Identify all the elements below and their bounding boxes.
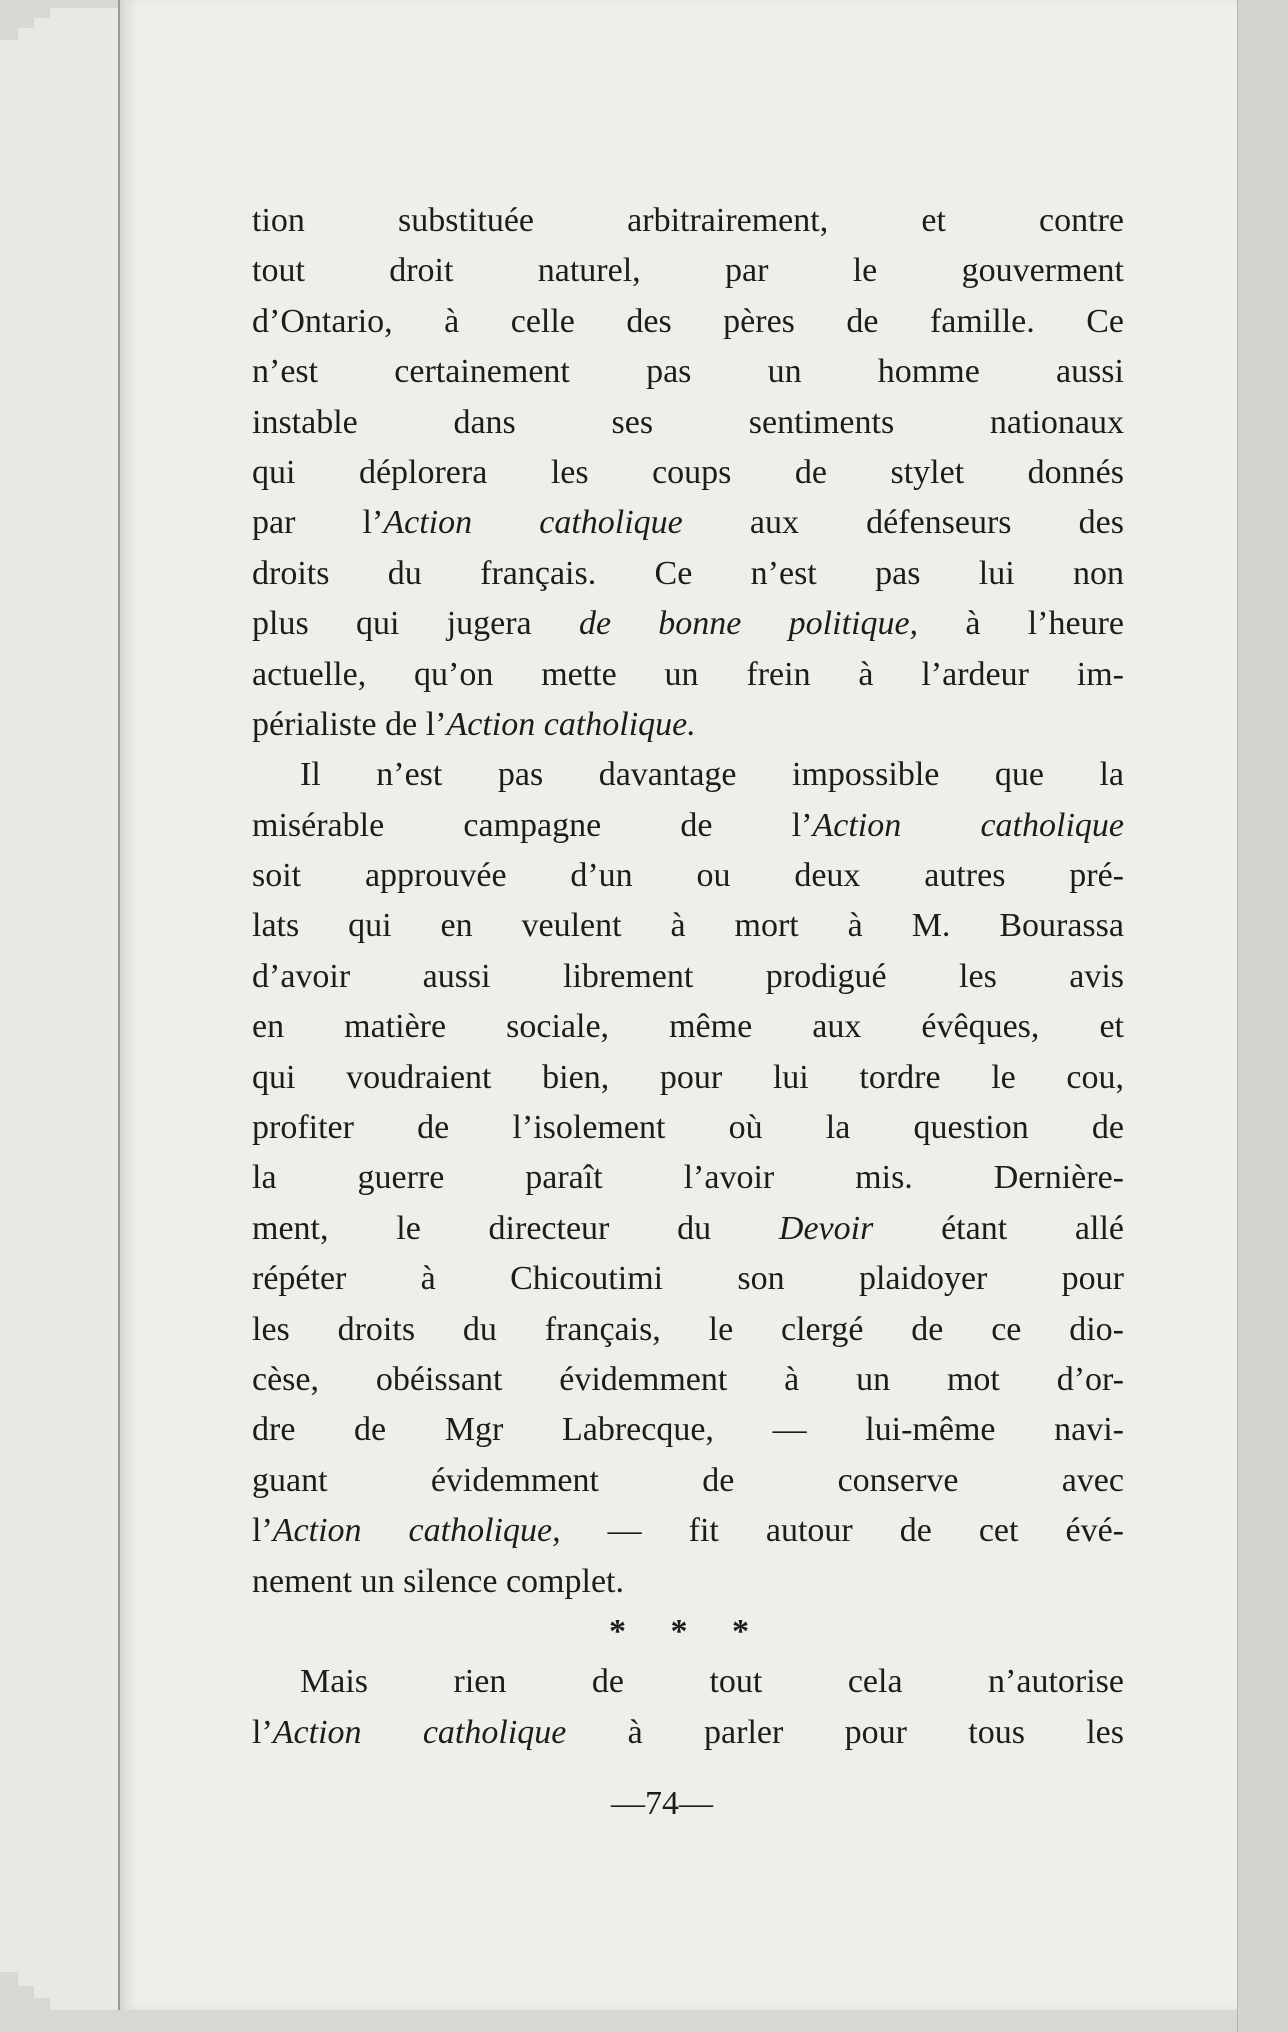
italic-title: Action catholique, [272, 1512, 561, 1550]
text-segment: l’ [252, 1512, 273, 1550]
text-segment: par l’ [252, 504, 384, 542]
section-separator: * * * [609, 1612, 767, 1650]
page-number: —74— [611, 1785, 713, 1822]
text-line [252, 599, 1124, 649]
page-body [252, 196, 1124, 1758]
text-line: qui voudraient bien, pour lui tordre le cou, [252, 1058, 1124, 1096]
text-line [252, 1506, 1124, 1556]
text-line: profiter de l’isolement où la question de [252, 1109, 1124, 1147]
text-segment: misérable campagne de l’ [252, 806, 813, 844]
text-line: les droits du français, le clergé de ce dio- [252, 1310, 1124, 1348]
italic-title: Action catholique. [446, 705, 696, 743]
text-line: répéter à Chicoutimi son plaidoyer pour [252, 1260, 1124, 1298]
text-line: lats qui en veulent à mort à M. Bourassa [252, 907, 1124, 945]
text-segment: plus qui jugera [252, 605, 579, 643]
text-segment: à l’heure [918, 605, 1124, 643]
text-line: droits du français. Ce n’est pas lui non [252, 554, 1124, 592]
text-segment: à parler pour tous les [566, 1713, 1124, 1751]
text-segment: étant allé [873, 1209, 1124, 1247]
text-line: Mais rien de tout cela n’autorise [300, 1663, 1124, 1701]
italic-title: Action catholique [383, 504, 683, 542]
page-edge [50, 8, 122, 2010]
text-line [252, 700, 1124, 750]
text-line: guant évidemment de conserve avec [252, 1461, 1124, 1499]
text-line: n’est certainement pas un homme aussi [252, 353, 1124, 391]
text-line: actuelle, qu’on mette un frein à l’ardeur im- [252, 655, 1124, 693]
text-segment: périaliste de l’ [252, 705, 447, 743]
italic-title: Action catholique [812, 806, 1124, 844]
text-segment: — fit autour de cet évé- [560, 1512, 1124, 1550]
text-line: cèse, obéissant évidemment à un mot d’or- [252, 1360, 1124, 1398]
text-line [252, 801, 1124, 851]
text-line: la guerre paraît l’avoir mis. Dernière- [252, 1159, 1124, 1197]
italic-title: Devoir [778, 1209, 874, 1247]
text-line: en matière sociale, même aux évêques, et [252, 1008, 1124, 1046]
text-line: soit approuvée d’un ou deux autres pré- [252, 857, 1124, 895]
text-segment: aux défenseurs des [682, 504, 1124, 542]
text-line: qui déplorera les coups de stylet donnés [252, 453, 1124, 491]
text-line [252, 1708, 1124, 1758]
text-line: d’avoir aussi librement prodigué les avis [252, 957, 1124, 995]
text-segment: ment, le directeur du [252, 1209, 779, 1247]
text-line: d’Ontario, à celle des pères de famille. Ce [252, 302, 1124, 340]
text-line: dre de Mgr Labrecque, — lui-même navi- [252, 1411, 1124, 1449]
text-line: tion substituée arbitrairement, et contre [252, 202, 1124, 239]
text-line: tout droit naturel, par le gouverment [252, 252, 1124, 290]
italic-phrase: de bonne politique, [578, 605, 919, 643]
scan-border [1237, 0, 1288, 2032]
text-line [252, 498, 1124, 548]
text-line [252, 1204, 1124, 1254]
text-line: Il n’est pas davantage impossible que la [300, 756, 1124, 794]
text-segment: l’ [252, 1713, 273, 1751]
text-line: instable dans ses sentiments nationaux [252, 403, 1124, 441]
text-line: nement un silence complet. [252, 1562, 624, 1600]
italic-title: Action catholique [272, 1713, 567, 1751]
